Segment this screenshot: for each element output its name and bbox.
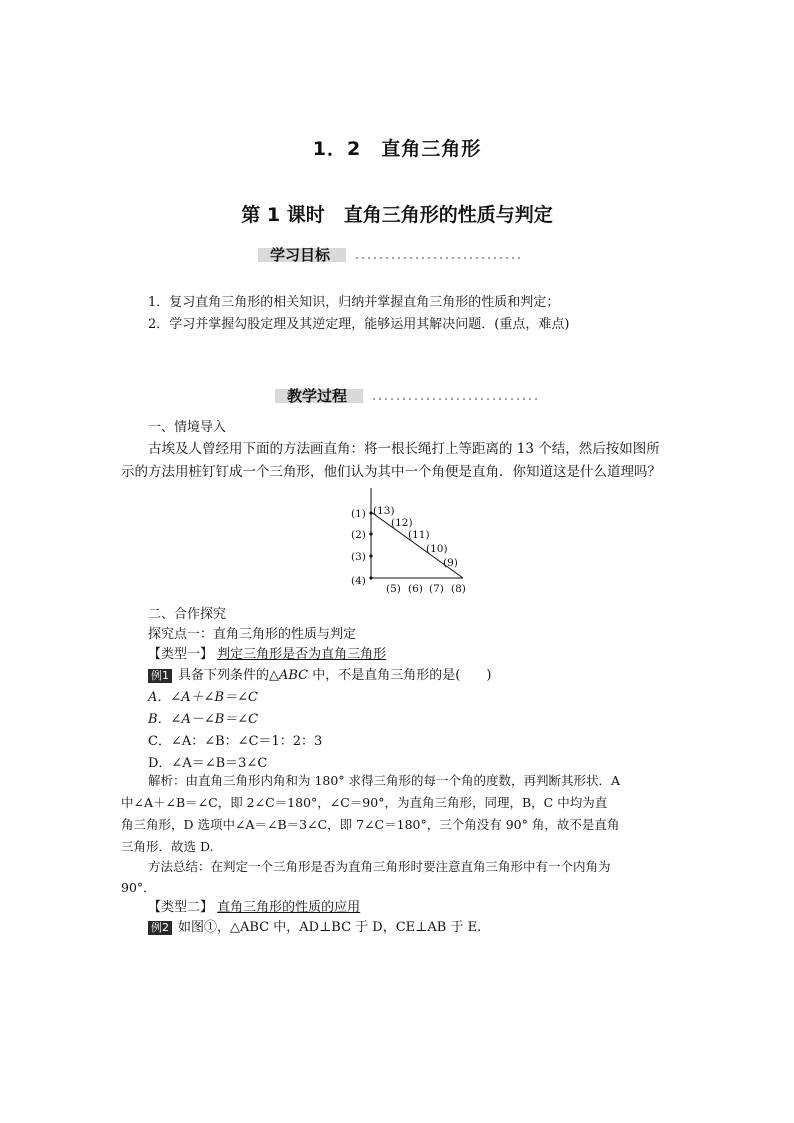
part1-heading: 一、情境导入: [148, 420, 227, 435]
intro-text-line2: 示的方法用桩钉钉成一个三角形，他们认为其中一个角便是直角．你知道这是什么道理吗？: [121, 464, 661, 480]
goals-banner: [258, 244, 528, 266]
method-line2: 90°．: [121, 880, 156, 895]
example1-abc: ABC: [279, 668, 309, 683]
goal-item-2: 2．学习并掌握勾股定理及其逆定理，能够运用其解决问题．(重点，难点): [148, 317, 570, 332]
example1-text-b: 中，不是直角三角形的是( ): [308, 668, 492, 683]
left-label-1: (1): [351, 508, 366, 520]
type1-heading: [148, 645, 386, 665]
example2-badge: 例2: [148, 921, 172, 935]
process-banner-label: 教学过程: [287, 387, 348, 405]
left-label-4: (4): [351, 575, 366, 587]
knot-4: [369, 576, 372, 579]
lesson-subtitle: 第 1 课时 直角三角形的性质与判定: [241, 204, 553, 226]
example2-text: 如图①，△ABC 中，AD⊥BC 于 D，CE⊥AB 于 E.: [178, 920, 482, 935]
hyp-label-13: (13): [373, 505, 395, 517]
option-d: D．∠A＝∠B＝3∠C: [148, 756, 268, 771]
option-c: C．∠A：∠B：∠C＝1：2：3: [148, 734, 323, 749]
knot-3: [369, 554, 372, 557]
type2-tag: 【类型二】: [148, 900, 214, 915]
left-label-2: (2): [351, 529, 366, 541]
bottom-label-7: (7): [429, 583, 444, 595]
analysis-line1: 解析：由直角三角形内角和为 180° 求得三角形的每一个角的度数，再判断其形状．A: [148, 773, 621, 788]
example2-stem: [148, 918, 481, 938]
knot-2: [369, 532, 372, 535]
intro-text-line1: 古埃及人曾经用下面的方法画直角：将一根长绳打上等距离的 13 个结，然后按如图所: [148, 441, 660, 457]
hyp-label-10: (10): [426, 543, 448, 555]
hyp-label-12: (12): [391, 517, 413, 529]
option-b: B．∠A－∠B＝∠C: [148, 712, 259, 727]
example1-stem: [148, 666, 491, 686]
goals-banner-label: 学习目标: [270, 246, 331, 264]
type2-title: 直角三角形的性质的应用: [217, 900, 361, 915]
part2-heading: 二、合作探究: [148, 607, 227, 622]
hyp-label-9: (9): [443, 557, 458, 569]
bottom-label-8: (8): [451, 583, 466, 595]
page-title: 1．2 直角三角形: [312, 138, 482, 160]
type1-title: 判定三角形是否为直角三角形: [217, 647, 387, 662]
type1-tag: 【类型一】: [148, 647, 214, 662]
analysis-line3: 角三角形，D 选项中∠A＝∠B＝3∠C，即 7∠C＝180°，三个角没有 90° 角，故不是直角: [121, 817, 620, 832]
analysis-line4: 三角形．故选 D.: [121, 839, 214, 854]
bottom-label-5: (5): [386, 583, 401, 595]
bottom-label-6: (6): [408, 583, 423, 595]
hyp-label-11: (11): [408, 529, 430, 541]
example1-badge: 例1: [148, 669, 172, 683]
process-banner: [275, 385, 545, 407]
type2-heading: [148, 898, 360, 918]
left-label-3: (3): [351, 551, 366, 563]
method-line1: 方法总结：在判定一个三角形是否为直角三角形时要注意直角三角形中有一个内角为: [148, 859, 611, 874]
goal-item-1: 1．复习直角三角形的相关知识，归纳并掌握直角三角形的性质和判定；: [148, 295, 560, 310]
example1-text-a: 具备下列条件的△: [178, 668, 279, 683]
knot-triangle-figure: [345, 486, 475, 598]
point1-heading: 探究点一：直角三角形的性质与判定: [148, 627, 357, 642]
option-a: A．∠A＋∠B＝∠C: [148, 690, 258, 705]
analysis-line2: 中∠A＋∠B＝∠C，即 2∠C＝180°，∠C＝90°，为直角三角形，同理，B，C 中均为直: [121, 795, 608, 810]
